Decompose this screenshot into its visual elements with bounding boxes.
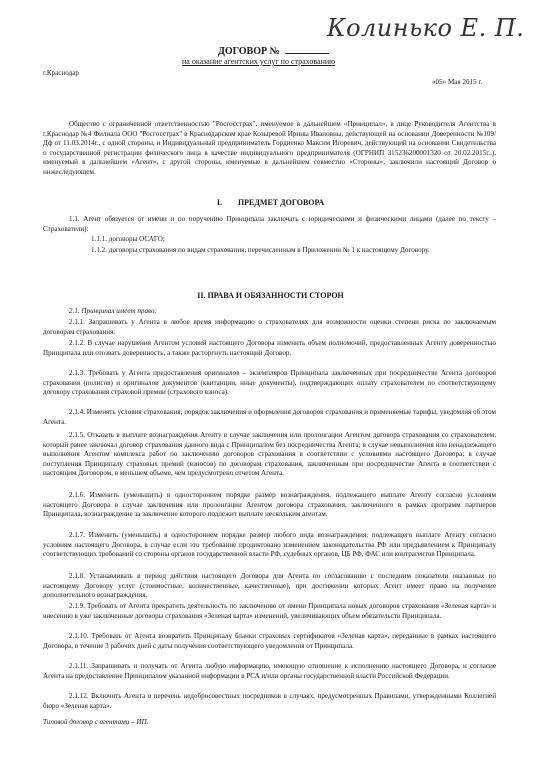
clause-2-1-5: 2.1.5. Отказать в выплате вознаграждения Агенту в случае заключения или пролонгации Агентом договора страхования со страхователем, который ранее заключал договор страхования данного вида с Принципалом без посредничества Агента; в случае невыполнения или ненадлежащего выполнения Агентом комплекса работ по заключению договоров страхования в соответствии с условиями настоящего Договора; в случае поступления Принципалу страховых премий (взносов) по договорам страхования, заключенным при посредничестве Агента в соответствии с настоящим Договором, в меньшем объеме, чем предусмотрено отчетом Агента. <box>43 431 496 478</box>
section-2-title: II. ПРАВА И ОБЯЗАННОСТИ СТОРОН <box>197 291 344 300</box>
clause-2-1-6: 2.1.6. Изменить (уменьшить) в одностороннем порядке размер вознаграждения, подлежащего выплате Агенту согласно условиям настоящего Договора в случае заключения или пролонгации Агентом договора страхования, заключенного в рамках программ партнеров Принципала, вознаграждение за заключение которого подлежит выплате нескольким агентам. <box>43 491 496 519</box>
section-1-paragraph-1: 1.1. Агент обязуется от имени и по поручению Принципала заключать с юридическими и физическими лицами (далее по тексту – Страхователи): <box>43 215 496 233</box>
clause-2-1-1: 2.1.1. Запрашивать у Агента в любое время информацию о страхователях для возможности оценки степени риска по заключаемым договорам страхования. <box>43 318 496 336</box>
handwritten-signature: Колинько Е. П. <box>327 14 525 42</box>
clause-2-1-9: 2.1.9. Требовать от Агента прекратить деятельность по заключению от имени Принципала новых договоров страхования «Зеленая карта» и внесению в уже заключенные договоры страхования «Зеленая карта» изменений, увеличивающих объем обязательств Принципала. <box>43 602 496 620</box>
clause-2-1-4: 2.1.4. Изменять условия страхования, порядок заключения и оформления договоров страхования и применяемые тарифы, уведомляя об этом Агента. <box>43 408 496 426</box>
document-title-text: ДОГОВОР № <box>218 46 280 57</box>
clause-2-1-11: 2.1.11. Запрашивать и получать от Агента любую информацию, имеющую отношение к исполнению настоящего Договора, и согласие Агента на предоставление Принципалом указанной информации в РСА и/или органы государственной власти Российской Федерации. <box>43 662 496 680</box>
clause-2-1-8: 2.1.8. Устанавливать в период действия настоящего Договора для Агента по согласованию с последним показатели оказанных по настоящему Договору услуг (стоимостные, количественные, качественные), при достижении которых Агент имеет право на получение дополнительного вознаграждения. <box>43 572 496 600</box>
document-title <box>218 45 329 57</box>
clause-2-1-7: 2.1.7. Изменить (уменьшить) в одностороннем порядке размер любого вида вознаграждения, подлежащего выплате Агенту согласно условиям настоящего Договора, в случае если это требование продиктовано изменением законодательства РФ или предъявлением к Принципалу соответствующих требований со стороны органов государственной власти РФ, судебных органов, ЦБ РФ, ФАС или контрагентов Принципала. <box>43 531 496 559</box>
document-number-line <box>285 45 329 54</box>
clause-2-1-3: 2.1.3. Требовать у Агента предоставления оригиналов – экземпляров Принципала заключенных при посредничестве Агента договоров страхования (полисов) и оригиналов документов (квитанции, иные документы), подтверждающих оплату страхователем по соответствующему договору страхования страховой премии (страхового взноса). <box>43 369 496 397</box>
footer-note: Типовой договор с агентами – ИП. <box>43 718 149 726</box>
document-date: «05» Мая 2015 г. <box>432 78 483 86</box>
section-2-intro: 2.1. Принципал имеет право: <box>69 307 157 315</box>
document-city: г.Краснодар <box>43 69 79 77</box>
section-1-paragraph-3: 1.1.2. договоры страхования по видам страхования, перечисленным в Приложении № 1 к настоящему Договору. <box>91 246 430 254</box>
section-1-title: I. ПРЕДМЕТ ДОГОВОРА <box>216 198 325 207</box>
clause-2-1-12: 2.1.12. Включить Агента в перечень недобросовестных посредников в случаях, предусмотренных Правилами, утвержденными Коллегией бюро «Зеленая карта». <box>43 692 496 710</box>
clause-2-1-10: 2.1.10. Требовать от Агента возвратить Принципалу бланки страховых сертификатов «Зеленая карта», переданные в рамках настоящего Договора, в течение 3 рабочих дней с даты получения соответствующего уведомления от Принципала. <box>43 632 496 650</box>
document-subtitle: на оказание агентских услуг по страхованию <box>182 57 336 66</box>
section-1-paragraph-2: 1.1.1. договоры ОСАГО; <box>91 235 165 243</box>
preamble-paragraph: Общество с ограниченной ответственностью "Росгосстрах", именуемое в дальнейшем «Принципал», в лице Руководителя Агентства в г.Краснодар №4 Филиала ООО "Росгосстрах" в Краснодарском крае Козыревой Ирины Ивановны, действующей на основании Доверенности №109/Дф от 11.03.2014г., с одной стороны, и Индивидуальный предприниматель Гордиенко Максим Игоревич, действующий на основании Свидетельства о государственной регистрации физического лица в качестве индивидуального предпринимателя (ОГРНИП 315236200001320 от 20.02.2015г.,), именуемый в дальнейшем «Агент», с другой стороны, именуемые в дальнейшем совместно «Стороны», заключили настоящий Договор о нижеследующем. <box>43 120 496 176</box>
clause-2-1-2: 2.1.2. В случае нарушения Агентом условий настоящего Договора изменить объем полномочий, предоставленных Агенту доверенностью Принципала или отозвать доверенность, а также расторгнуть настоящий Договор. <box>43 339 496 357</box>
